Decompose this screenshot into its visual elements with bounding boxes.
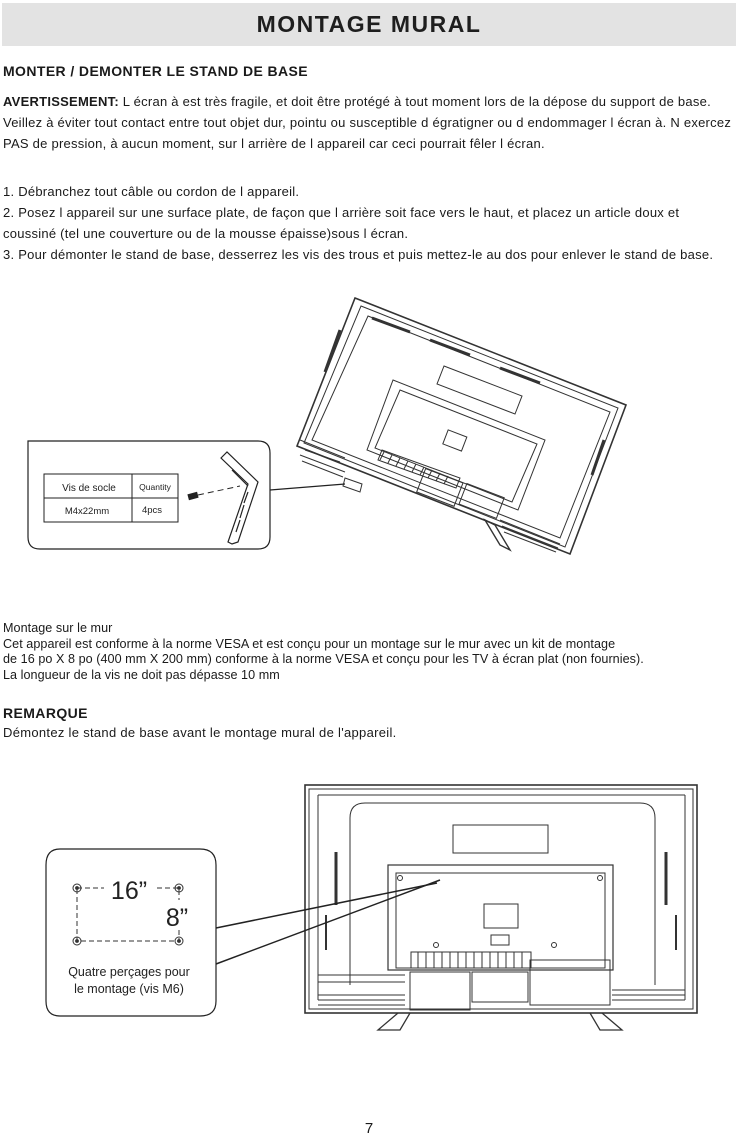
wall-mount-line: de 16 po X 8 po (400 mm X 200 mm) conforme à la norme VESA et conçu pour les TV à écran plat (non fournies).	[3, 652, 644, 666]
vesa-height-label: 8”	[165, 904, 189, 932]
stand-removal-diagram	[0, 290, 738, 560]
vesa-caption-line: Quatre perçages pour	[68, 965, 190, 979]
step-item: 1. Débranchez tout câble ou cordon de l appareil.	[3, 184, 300, 199]
remark-title: REMARQUE	[3, 705, 88, 721]
page-number: 7	[364, 1120, 374, 1137]
screw-table-size: M4x22mm	[64, 506, 110, 517]
vesa-width-label: 16”	[110, 877, 148, 905]
remark-text: Démontez le stand de base avant le montage mural de l'appareil.	[3, 725, 397, 740]
page-title: MONTAGE MURAL	[256, 11, 482, 37]
section-title: MONTER / DEMONTER LE STAND DE BASE	[3, 63, 309, 79]
vesa-caption-line: le montage (vis M6)	[74, 982, 184, 996]
wall-mount-heading: Montage sur le mur	[3, 621, 113, 635]
warning-label: AVERTISSEMENT:	[3, 94, 119, 109]
wall-mount-line: La longueur de la vis ne doit pas dépasse 10 mm	[3, 667, 280, 682]
screw-table-header-type: Vis de socle	[62, 483, 116, 494]
wall-mount-text	[3, 621, 737, 683]
screw-table-qty: 4pcs	[141, 505, 163, 516]
header-bar	[2, 3, 736, 46]
screw-table-header-qty: Quantity	[139, 482, 171, 492]
vesa-mount-diagram	[0, 775, 738, 1040]
warning-paragraph	[3, 91, 733, 154]
steps-list	[3, 181, 733, 265]
wall-mount-line: Cet appareil est conforme à la norme VESA et est conçu pour un montage sur le mur avec un kit de montage	[3, 636, 616, 651]
warning-text: L écran à est très fragile, et doit être protégé à tout moment lors de la dépose du support de base. Veillez à éviter tout contact entre tout objet dur, pointu ou susceptible d égratigner ou d endommager l écran à. N exercez PAS de pression, à aucun moment, sur l arrière de l appareil car ceci pourrait fêler l écran.	[3, 94, 732, 151]
step-item: 3. Pour démonter le stand de base, desserrez les vis des trous et puis mettez-le au dos pour enlever le stand de base.	[3, 247, 714, 262]
step-item: 2. Posez l appareil sur une surface plate, de façon que l arrière soit face vers le haut, et placez un article doux et coussiné (tel une couverture ou de la mousse épaisse)sous l écran.	[3, 205, 680, 241]
